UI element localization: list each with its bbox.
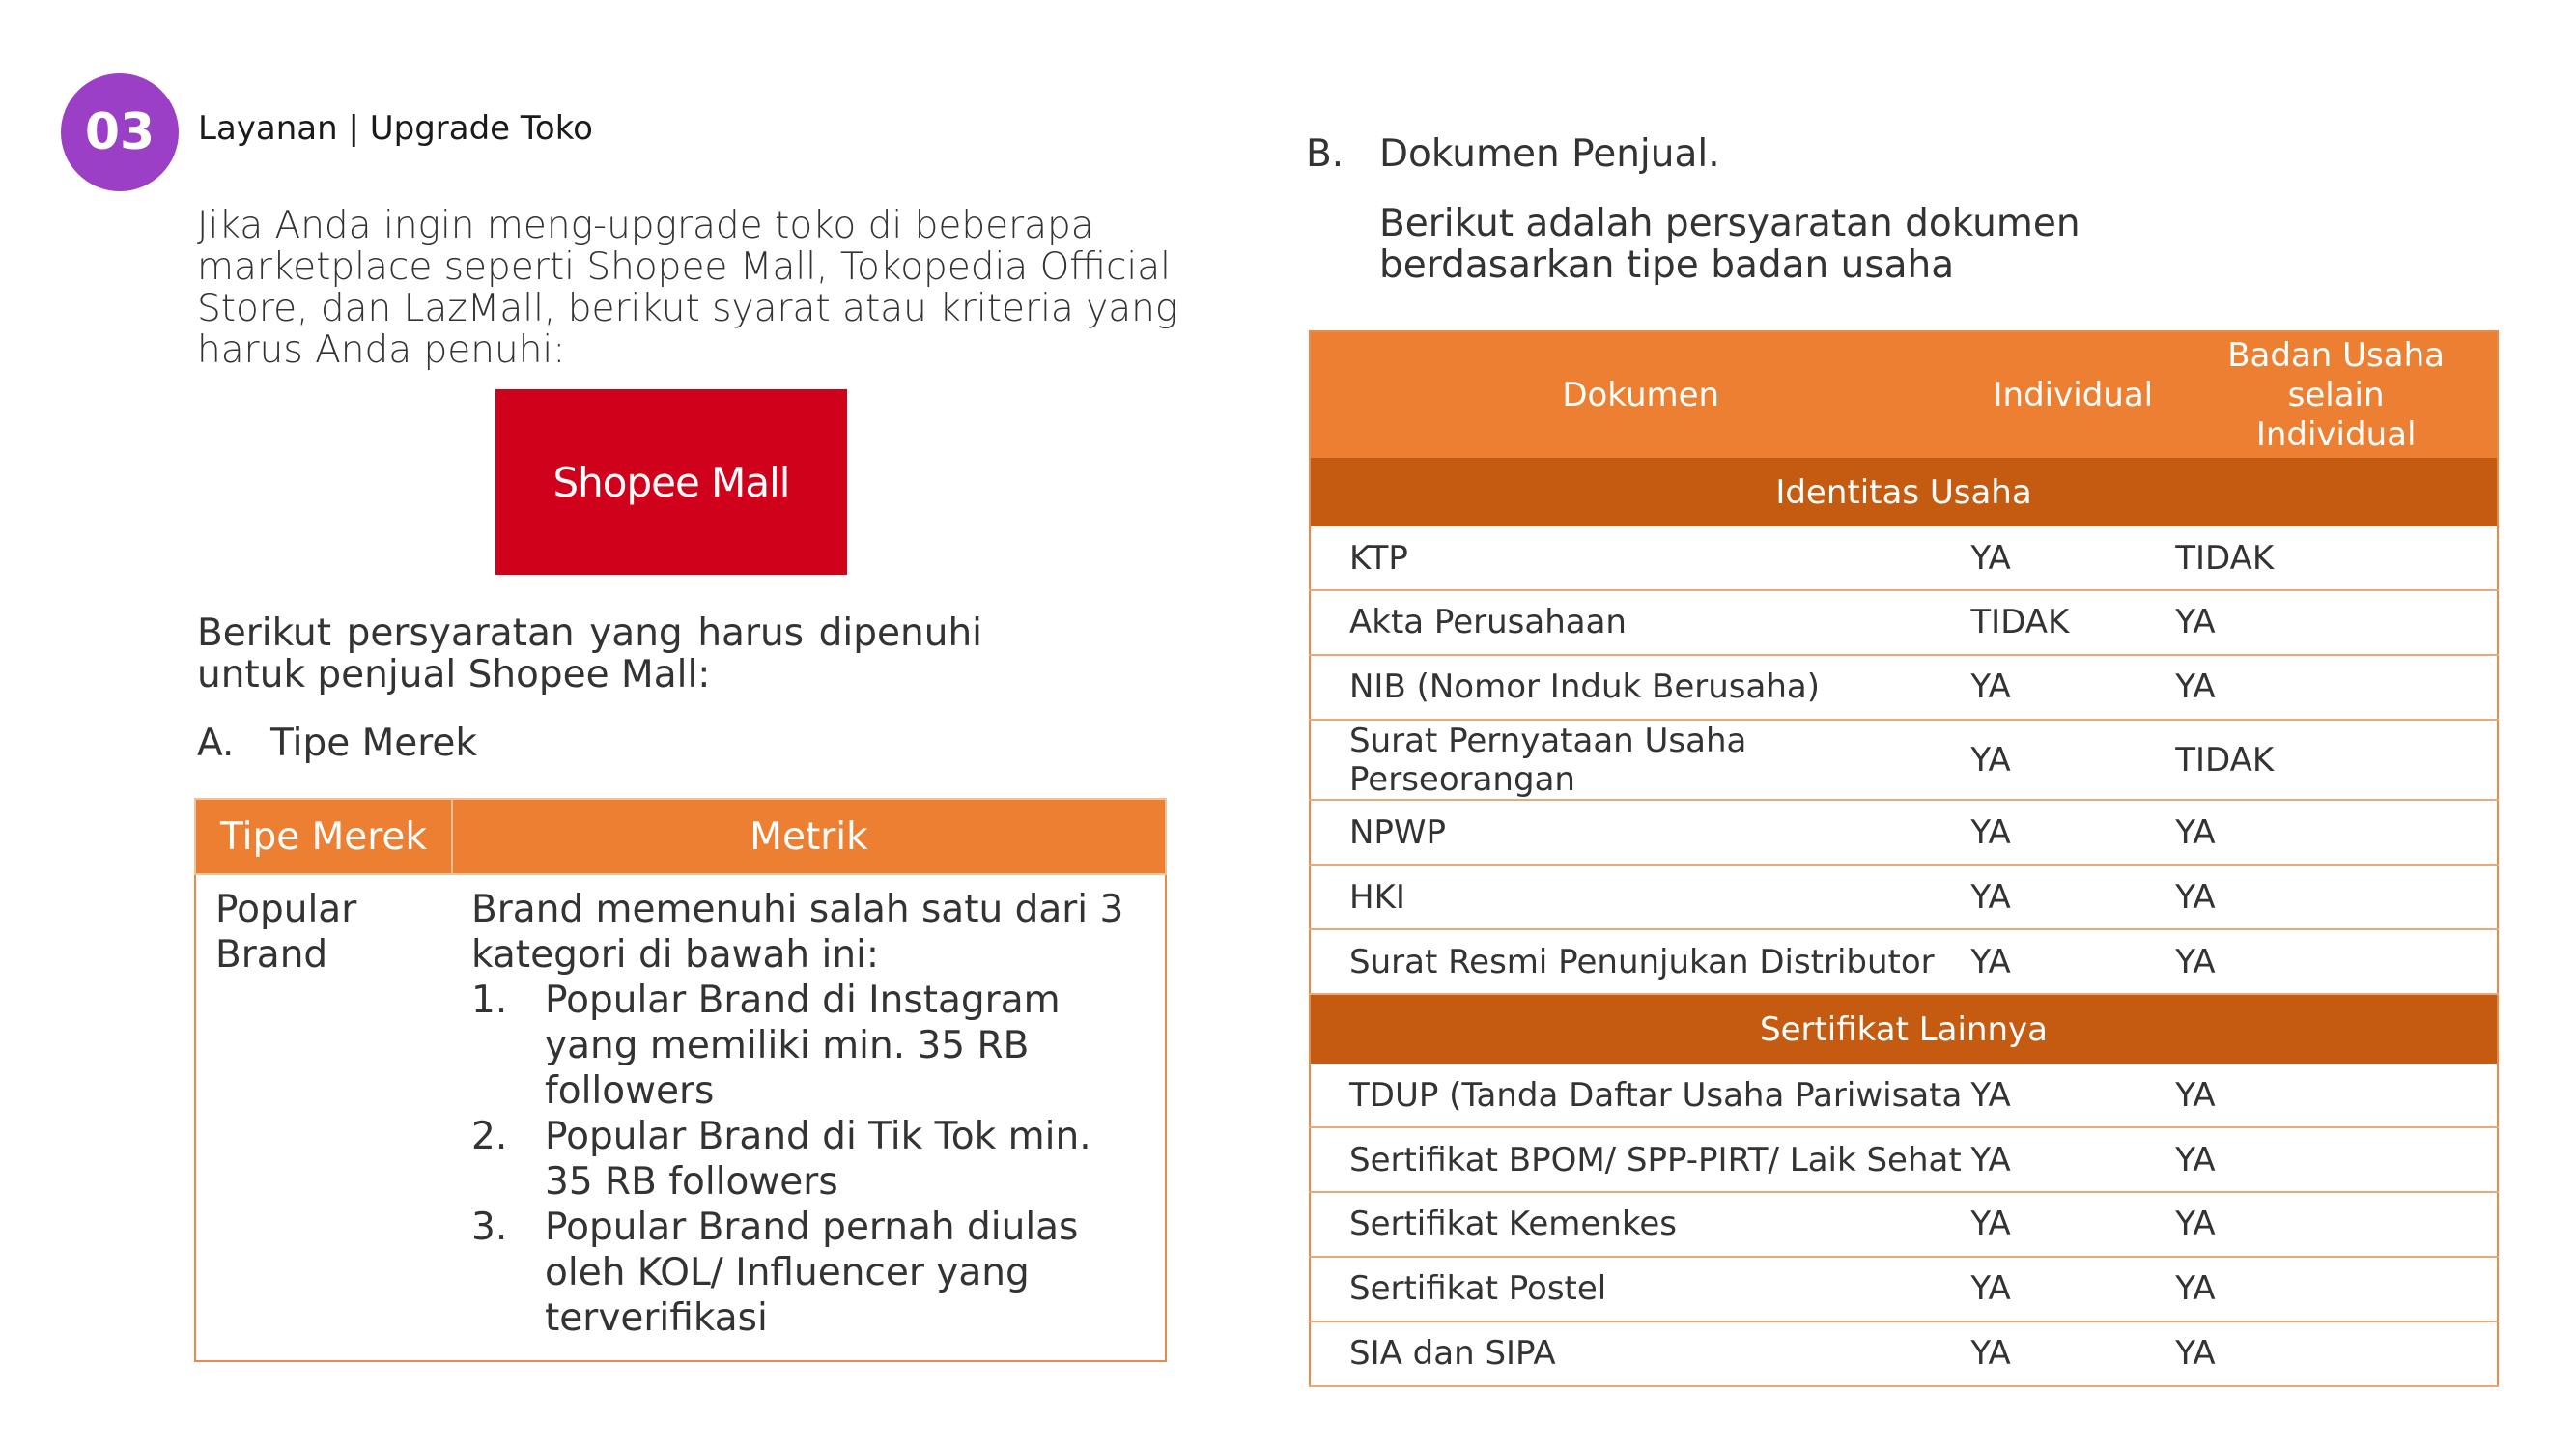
individual-cell: YA [1970, 526, 2175, 590]
table-row [1310, 1321, 2498, 1386]
table-row [1310, 929, 2498, 994]
document-name-cell: NIB (Nomor Induk Berusaha) [1310, 655, 1970, 720]
docs-header-document: Dokumen [1310, 331, 1970, 458]
individual-cell: TIDAK [1970, 590, 2175, 655]
business-cell: YA [2175, 1321, 2498, 1386]
table-row [1310, 800, 2498, 865]
business-cell: YA [2175, 590, 2498, 655]
individual-cell: YA [1970, 800, 2175, 865]
table-group-row [1310, 994, 2498, 1064]
brand-type-table [194, 798, 1167, 1362]
docs-header-business [2175, 331, 2498, 458]
metric-list-item [471, 1114, 1146, 1205]
metric-list [471, 978, 1146, 1341]
business-cell: YA [2175, 929, 2498, 994]
individual-cell: YA [1970, 1064, 2175, 1127]
section-b-title: Dokumen Penjual. [1379, 132, 1720, 176]
table-row [1310, 1127, 2498, 1192]
logo-text: Shopee Mall [552, 458, 790, 506]
table-row [1310, 1257, 2498, 1321]
brand-metric-cell [452, 874, 1166, 1361]
document-name-cell: Sertifikat Postel [1310, 1257, 1970, 1321]
shopee-mall-logo [495, 389, 847, 575]
section-number-badge [61, 73, 179, 191]
individual-cell: YA [1970, 865, 2175, 929]
document-name-cell: Akta Perusahaan [1310, 590, 1970, 655]
document-name-cell: TDUP (Tanda Daftar Usaha Pariwisata [1310, 1064, 1970, 1127]
brand-table-header-type: Tipe Merek [195, 799, 452, 874]
business-cell: YA [2175, 1257, 2498, 1321]
group-title: Identitas Usaha [1310, 458, 2498, 526]
list-number: 1. [471, 979, 508, 1022]
list-number: 3. [471, 1206, 508, 1249]
list-text: Popular Brand di Instagram yang memiliki min. 35 RB followers [545, 979, 1061, 1113]
list-number: 2. [471, 1115, 508, 1158]
brand-type-cell [195, 874, 452, 1361]
section-a-label: A. [197, 722, 235, 765]
document-name-cell: SIA dan SIPA [1310, 1321, 1970, 1386]
table-row [1310, 865, 2498, 929]
individual-cell: YA [1970, 1257, 2175, 1321]
table-row [1310, 526, 2498, 590]
section-title: Layanan | Upgrade Toko [198, 109, 593, 148]
business-cell: YA [2175, 1192, 2498, 1257]
individual-cell: YA [1970, 1127, 2175, 1192]
section-b-heading [1306, 132, 1720, 176]
individual-cell: YA [1970, 1321, 2175, 1386]
business-cell: YA [2175, 800, 2498, 865]
individual-cell: YA [1970, 1192, 2175, 1257]
document-name-cell: Surat Resmi Penunjukan Distributor [1310, 929, 1970, 994]
requirements-paragraph: Berikut persyaratan yang harus dipenuhi untuk penjual Shopee Mall: [197, 611, 982, 696]
document-name-cell: KTP [1310, 526, 1970, 590]
list-text: Popular Brand di Tik Tok min. 35 RB followers [545, 1115, 1091, 1204]
section-number: 03 [84, 103, 156, 161]
individual-cell: YA [1970, 929, 2175, 994]
list-text: Popular Brand pernah diulas oleh KOL/ Influencer yang terverifikasi [545, 1206, 1079, 1340]
group-title: Sertifikat Lainnya [1310, 994, 2498, 1064]
section-a-title: Tipe Merek [270, 722, 478, 765]
business-cell: TIDAK [2175, 720, 2498, 800]
docs-header-business-label: Badan Usaha selain Individual [2227, 335, 2445, 454]
individual-cell: YA [1970, 720, 2175, 800]
metric-list-item [471, 1205, 1146, 1341]
documents-table-body [1310, 458, 2498, 1386]
document-name-cell: Sertifikat Kemenkes [1310, 1192, 1970, 1257]
section-b-description: Berikut adalah persyaratan dokumen berdasarkan tipe badan usaha [1379, 202, 2081, 287]
table-row [1310, 590, 2498, 655]
table-row [1310, 1192, 2498, 1257]
business-cell: TIDAK [2175, 526, 2498, 590]
table-row [1310, 1064, 2498, 1127]
document-name-cell: Surat Pernyataan Usaha Perseorangan [1310, 720, 1970, 800]
documents-table [1309, 330, 2499, 1387]
brand-table-header-metric: Metrik [452, 799, 1166, 874]
section-a-heading [197, 722, 477, 765]
document-name-cell: NPWP [1310, 800, 1970, 865]
business-cell: YA [2175, 1064, 2498, 1127]
business-cell: YA [2175, 865, 2498, 929]
metric-intro: Brand memenuhi salah satu dari 3 kategori di bawah ini: [471, 888, 1124, 977]
table-row [1310, 655, 2498, 720]
individual-cell: YA [1970, 655, 2175, 720]
table-row [1310, 720, 2498, 800]
business-cell: YA [2175, 655, 2498, 720]
docs-header-individual: Individual [1970, 331, 2175, 458]
document-name-cell: HKI [1310, 865, 1970, 929]
brand-type-value: Popular Brand [215, 888, 357, 977]
document-name-cell: Sertifikat BPOM/ SPP-PIRT/ Laik Sehat [1310, 1127, 1970, 1192]
metric-list-item [471, 978, 1146, 1114]
business-cell: YA [2175, 1127, 2498, 1192]
intro-paragraph: Jika Anda ingin meng-upgrade toko di beberapa marketplace seperti Shopee Mall, Tokopedia Official Store, dan LazMall, berikut syarat atau kriteria yang harus Anda penuhi: [197, 204, 1178, 372]
section-b-label: B. [1306, 132, 1345, 176]
table-group-row [1310, 458, 2498, 526]
